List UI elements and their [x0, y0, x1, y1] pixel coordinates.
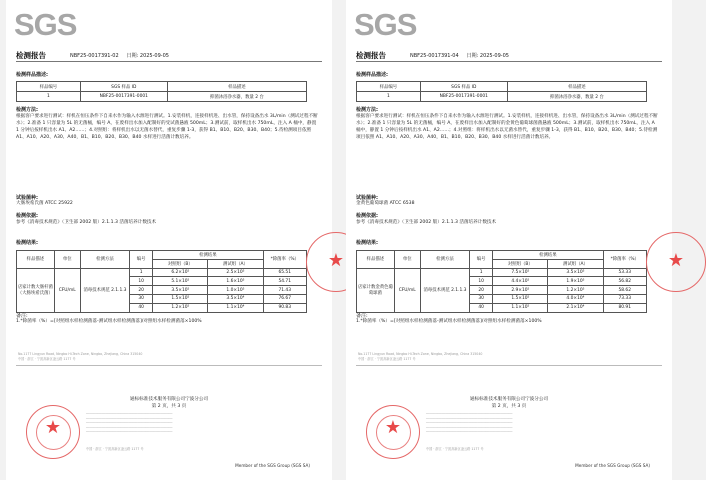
sample-desc-heading: 检测样品描述: [16, 72, 49, 78]
results-heading: 检测结果: [356, 240, 378, 246]
col-sample: 样品描述 [357, 251, 395, 269]
footer-divider [356, 365, 662, 366]
col-test: 测试组（A） [208, 259, 263, 268]
sample-table [356, 81, 647, 102]
address-line: No.1177 Lingyun Road, Ningbo Hi-Tech Zone, Ningbo, Zhejiang, China 315040 [18, 352, 143, 356]
remarks-text: 1.*除菌率（%）=[对照组水样检测菌落-测试组水样检测菌落]/对照组水样检测菌落×100% [356, 319, 542, 324]
reference-heading: 检测依据: [16, 213, 38, 219]
col-method: 检测方法 [80, 251, 129, 269]
footer-address: 中国 · 浙江 · 宁波高新区凌云路 1177 号 [426, 447, 484, 451]
col-unit: 单位 [54, 251, 80, 269]
method-heading: 检测方法: [16, 107, 38, 113]
reference-text: 参考《消毒技术规范》（卫生部 2002 版）2.1.1.3 活菌培养计数技术 [356, 220, 497, 225]
cell-control: 1.1×10⁵ [493, 303, 548, 312]
cell-control: 1.5×10⁵ [493, 294, 548, 303]
remarks-heading: 备注: [356, 313, 368, 319]
cell-index: 10 [130, 277, 153, 286]
official-stamp [26, 405, 80, 459]
company-name: 通标标准技术服务有限公司宁波分公司 [129, 397, 209, 402]
cell-index: 30 [470, 294, 493, 303]
cell-test: 1.9×10⁵ [548, 277, 603, 286]
cell-unit: CFU/mL [54, 268, 80, 312]
page-number: 第 2 页，共 3 页 [491, 404, 527, 409]
col-index: 编号 [130, 251, 153, 269]
report-page-2 [346, 0, 685, 480]
remarks-heading: 备注: [16, 313, 28, 319]
col-control: 对照组（B） [153, 259, 208, 268]
cell-rate: 90.83 [263, 303, 307, 312]
cell-index: 20 [130, 286, 153, 295]
cell-method: 消毒技术规范 2.1.1.3 [80, 268, 129, 312]
col-rate: *除菌率（%） [603, 251, 647, 269]
col-sample-no: 样品编号 [17, 82, 81, 92]
report-number: NBF25-0017391-04 [410, 53, 459, 59]
cell-test: 1.6×10⁵ [208, 277, 263, 286]
cell-unit: CFU/mL [394, 268, 420, 312]
cell-rate: 80.91 [603, 303, 647, 312]
cell-result-sample: 店家计数大肠杆菌（大肠埃希氏菌） [17, 268, 55, 312]
divider [16, 61, 322, 62]
cell-sample-no: 1 [357, 92, 421, 102]
sgs-logo: SGS [354, 7, 417, 42]
cell-rate: 56.82 [603, 277, 647, 286]
report-date: 2025-09-05 [139, 53, 169, 59]
cell-test: 1.1×10⁴ [208, 303, 263, 312]
cell-rate: 53.33 [603, 268, 647, 277]
cell-rate: 71.43 [263, 286, 307, 295]
reference-heading: 检测依据: [356, 213, 378, 219]
cell-control: 1.2×10⁵ [153, 303, 208, 312]
fine-print: ───────────────────────────────────────────── ───────────────────────────────────────────── ───────────────────────────────────────────── ───────────────────────────────────────────── ───────────────────────────────────────────── [86, 412, 173, 435]
cell-index: 40 [130, 303, 153, 312]
col-result: 检测结果 [493, 251, 603, 260]
results-table [16, 250, 307, 313]
company-name: 通标标准技术服务有限公司宁波分公司 [469, 397, 549, 402]
col-index: 编号 [470, 251, 493, 269]
col-sgs-id: SGS 样品 ID [80, 82, 167, 92]
col-method: 检测方法 [420, 251, 469, 269]
cell-index: 10 [470, 277, 493, 286]
cell-control: 3.5×10⁵ [153, 286, 208, 295]
cell-rate: 58.62 [603, 286, 647, 295]
divider [356, 61, 662, 62]
star-icon: ★ [384, 417, 402, 438]
cell-test: 2.1×10⁴ [548, 303, 603, 312]
cell-test: 2.5×10⁵ [208, 268, 263, 277]
cell-control: 4.4×10⁵ [493, 277, 548, 286]
cell-test: 1.2×10⁵ [548, 286, 603, 295]
address-cn: 中国 · 浙江 · 宁波高新区凌云路 1177 号 [18, 357, 76, 361]
col-rate: *除菌率（%） [263, 251, 307, 269]
official-stamp [366, 405, 420, 459]
report-title: 检测报告 [16, 51, 46, 60]
cell-method: 消毒技术规范 2.1.1.3 [420, 268, 469, 312]
cell-sgs-id: NBF25-0017391-0001 [420, 92, 507, 102]
cell-control: 2.9×10⁵ [493, 286, 548, 295]
cell-sgs-id: NBF25-0017391-0001 [80, 92, 167, 102]
col-sgs-id: SGS 样品 ID [420, 82, 507, 92]
side-seal-stamp [646, 232, 706, 292]
cell-rate: 73.33 [603, 294, 647, 303]
strain-text: 大肠埃希氏菌 ATCC 25922 [16, 201, 73, 206]
cell-sample-text: 抑菌沐浴净水器，数量 2 台 [507, 92, 646, 102]
report-meta: NBF25-0017391-02 日期: 2025-09-05 [70, 53, 169, 59]
sample-desc-heading: 检测样品描述: [356, 72, 389, 78]
cell-rate: 76.67 [263, 294, 307, 303]
member-text: Member of the SGS Group (SGS SA) [235, 463, 310, 468]
table-row [357, 268, 647, 277]
address-cn: 中国 · 浙江 · 宁波高新区凌云路 1177 号 [358, 357, 416, 361]
cell-rate: 54.71 [263, 277, 307, 286]
footer-address: 中国 · 浙江 · 宁波高新区凌云路 1177 号 [86, 447, 144, 451]
col-sample-no: 样品编号 [357, 82, 421, 92]
cell-result-sample: 店家计数金黄色葡萄球菌 [357, 268, 395, 312]
remarks-text: 1.*除菌率（%）=[对照组水样检测菌落-测试组水样检测菌落]/对照组水样检测菌落×100% [16, 319, 202, 324]
address-line: No.1177 Lingyun Road, Ningbo Hi-Tech Zone, Ningbo, Zhejiang, China 315040 [358, 352, 483, 356]
member-text: Member of the SGS Group (SGS SA) [575, 463, 650, 468]
method-text: 根据客户要求进行测试：样机在恒压条件下自来水作为输入水源进行测试。1.安装样机，连接样机进、出水管，保持设备出水 3L/min（测试过程不断水）；2.准备 1 只容量为 5L 的无菌桶，编号 A，在废样出水加入配制好的金黄色葡萄球菌菌悬液 500mL；3.测试前，取样机出水 750mL，注入 A 桶中，静置 1 分钟后按样机出水 A1、A2……；4.对照组：将样机出水以无菌水替代，重复步骤 1-3，获得 B1、B10、B20、B30、B40；5.待检测项目依照 A1、A10、A20、A30、A40，B1、B10、B20、B30、B40 水样进行活菌计数培养。 [356, 114, 658, 141]
report-title: 检测报告 [356, 51, 386, 60]
method-heading: 检测方法: [356, 107, 378, 113]
strain-heading: 试验菌种: [356, 195, 378, 201]
cell-index: 1 [470, 268, 493, 277]
star-icon: ★ [667, 250, 685, 271]
report-meta: NBF25-0017391-04 日期: 2025-09-05 [410, 53, 509, 59]
col-test: 测试组（A） [548, 259, 603, 268]
report-number: NBF25-0017391-02 [70, 53, 119, 59]
footer-divider [16, 365, 322, 366]
results-table [356, 250, 647, 313]
cell-sample-text: 抑菌沐浴净水器，数量 2 台 [167, 92, 306, 102]
cell-index: 30 [130, 294, 153, 303]
cell-index: 1 [130, 268, 153, 277]
report-date: 2025-09-05 [479, 53, 509, 59]
fine-print: ───────────────────────────────────────────── ───────────────────────────────────────────── ───────────────────────────────────────────── ───────────────────────────────────────────── ───────────────────────────────────────────── [426, 412, 513, 435]
cell-control: 7.5×10⁵ [493, 268, 548, 277]
col-result: 检测结果 [153, 251, 263, 260]
cell-test: 4.0×10⁴ [548, 294, 603, 303]
cell-test: 3.5×10⁴ [208, 294, 263, 303]
cell-control: 1.5×10⁵ [153, 294, 208, 303]
star-icon: ★ [327, 250, 345, 271]
report-page-1 [6, 0, 345, 480]
col-unit: 单位 [394, 251, 420, 269]
cell-sample-no: 1 [17, 92, 81, 102]
cell-rate: 65.51 [263, 268, 307, 277]
cell-control: 6.2×10⁵ [153, 268, 208, 277]
sample-table [16, 81, 307, 102]
sgs-logo: SGS [14, 7, 77, 42]
table-row [17, 268, 307, 277]
col-sample: 样品描述 [17, 251, 55, 269]
star-icon: ★ [44, 417, 62, 438]
cell-test: 3.5×10⁵ [548, 268, 603, 277]
page-number: 第 2 页，共 3 页 [151, 404, 187, 409]
strain-text: 金黄色葡萄球菌 ATCC 6538 [356, 201, 415, 206]
cell-index: 20 [470, 286, 493, 295]
results-heading: 检测结果: [16, 240, 38, 246]
reference-text: 参考《消毒技术规范》（卫生部 2002 版）2.1.1.3 活菌培养计数技术 [16, 220, 157, 225]
cell-index: 40 [470, 303, 493, 312]
method-text: 根据客户要求进行测试：样机在恒压条件下自来水作为输入水源进行测试。1.安装样机，连接样机进、出水管，保持设备出水 3L/min（测试过程不断水）；2.准备 1 只容量为 5L 的无菌桶，编号 A，在废样出水加入配制好的受试菌悬液 500mL；3.测试前，取样机出水 750mL，注入 A 桶中，静置 1 分钟后按样机出水 A1、A2……；4.对照组：将样机出水以无菌水替代，重复步骤 1-3，获得 B1、B10、B20、B30、B40；5.待检测项目依照 A1、A10、A20、A30、A40，B1、B10、B20、B30、B40 水样进行活菌计数培养。 [16, 114, 318, 141]
strain-heading: 试验菌种: [16, 195, 38, 201]
col-sample-desc: 样品描述 [167, 82, 306, 92]
cell-control: 5.1×10⁵ [153, 277, 208, 286]
cell-test: 1.0×10⁵ [208, 286, 263, 295]
col-sample-desc: 样品描述 [507, 82, 646, 92]
col-control: 对照组（B） [493, 259, 548, 268]
